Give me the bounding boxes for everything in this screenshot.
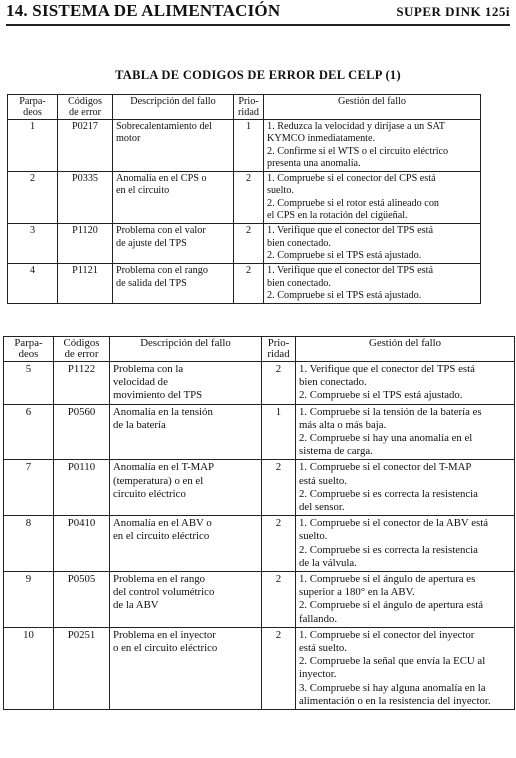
cell-prioridad: 2 bbox=[262, 627, 296, 709]
cell-gestion: 1. Compruebe si el ángulo de apertura es superior a 180° en la ABV. 2. Compruebe si el ángulo de apertura está fallando. bbox=[296, 572, 515, 628]
col-header-parpadeos: Parpa- deos bbox=[4, 337, 54, 362]
cell-prioridad: 2 bbox=[234, 172, 264, 224]
cell-prioridad: 2 bbox=[234, 224, 264, 264]
cell-codigo: P0110 bbox=[54, 460, 110, 516]
cell-gestion: 1. Compruebe si el conector del CPS está suelto. 2. Compruebe si el rotor está alineado con el CPS en la rotación del cigüeñal. bbox=[264, 172, 481, 224]
cell-descripcion: Problema con el valor de ajuste del TPS bbox=[113, 224, 234, 264]
section-title: 14. SISTEMA DE ALIMENTACIÓN bbox=[6, 1, 281, 20]
cell-parpadeos: 2 bbox=[8, 172, 58, 224]
cell-codigo: P0505 bbox=[54, 572, 110, 628]
cell-prioridad: 2 bbox=[262, 516, 296, 572]
col-header-gestion: Gestión del fallo bbox=[264, 95, 481, 120]
cell-codigo: P0410 bbox=[54, 516, 110, 572]
cell-parpadeos: 9 bbox=[4, 572, 54, 628]
cell-descripcion: Problema en el inyector o en el circuito eléctrico bbox=[110, 627, 262, 709]
table-row bbox=[4, 404, 515, 460]
col-header-descripcion: Descripción del fallo bbox=[113, 95, 234, 120]
cell-codigo: P0217 bbox=[58, 120, 113, 172]
col-header-codigos: Códigos de error bbox=[54, 337, 110, 362]
table-row bbox=[4, 572, 515, 628]
table-row bbox=[8, 120, 481, 172]
cell-gestion: 1. Compruebe si el conector de la ABV está suelto. 2. Compruebe si es correcta la resistencia de la válvula. bbox=[296, 516, 515, 572]
table-row bbox=[8, 172, 481, 224]
cell-prioridad: 2 bbox=[262, 572, 296, 628]
table-title: TABLA DE CODIGOS DE ERROR DEL CELP (1) bbox=[115, 68, 401, 82]
table-row bbox=[4, 362, 515, 405]
cell-gestion: 1. Compruebe si el conector del inyector está suelto. 2. Compruebe la señal que envía la ECU al inyector. 3. Compruebe si hay alguna anomalía en la alimentación o en la resistencia del inyector. bbox=[296, 627, 515, 709]
cell-parpadeos: 6 bbox=[4, 404, 54, 460]
cell-prioridad: 1 bbox=[262, 404, 296, 460]
page-header bbox=[6, 0, 510, 26]
cell-parpadeos: 1 bbox=[8, 120, 58, 172]
col-header-prioridad: Prio- ridad bbox=[262, 337, 296, 362]
error-code-table-1 bbox=[7, 94, 481, 304]
col-header-prioridad: Prio- ridad bbox=[234, 95, 264, 120]
cell-codigo: P1121 bbox=[58, 264, 113, 304]
cell-codigo: P0251 bbox=[54, 627, 110, 709]
table-row bbox=[8, 224, 481, 264]
table-row bbox=[4, 460, 515, 516]
cell-descripcion: Problema en el rango del control volumétrico de la ABV bbox=[110, 572, 262, 628]
table-row bbox=[4, 516, 515, 572]
col-header-parpadeos: Parpa- deos bbox=[8, 95, 58, 120]
cell-codigo: P1122 bbox=[54, 362, 110, 405]
error-code-table-2 bbox=[3, 336, 515, 710]
cell-descripcion: Anomalía en el CPS o en el circuito bbox=[113, 172, 234, 224]
cell-gestion: 1. Verifique que el conector del TPS está bien conectado. 2. Compruebe si el TPS está ajustado. bbox=[264, 224, 481, 264]
cell-parpadeos: 3 bbox=[8, 224, 58, 264]
table-header-row bbox=[8, 95, 481, 120]
cell-gestion: 1. Compruebe si el conector del T-MAP está suelto. 2. Compruebe si es correcta la resistencia del sensor. bbox=[296, 460, 515, 516]
cell-descripcion: Problema con el rango de salida del TPS bbox=[113, 264, 234, 304]
cell-descripcion: Problema con la velocidad de movimiento del TPS bbox=[110, 362, 262, 405]
cell-prioridad: 2 bbox=[262, 362, 296, 405]
cell-gestion: 1. Reduzca la velocidad y diríjase a un SAT KYMCO inmediatamente. 2. Confirme si el WTS o el circuito eléctrico presenta una anomalía. bbox=[264, 120, 481, 172]
cell-codigo: P0560 bbox=[54, 404, 110, 460]
cell-codigo: P1120 bbox=[58, 224, 113, 264]
cell-gestion: 1. Compruebe si la tensión de la batería es más alta o más baja. 2. Compruebe si hay una anomalía en el sistema de carga. bbox=[296, 404, 515, 460]
cell-parpadeos: 8 bbox=[4, 516, 54, 572]
table-header-row bbox=[4, 337, 515, 362]
table-row bbox=[8, 264, 481, 304]
table-2-body bbox=[4, 362, 515, 710]
table-1-body bbox=[8, 120, 481, 304]
cell-descripcion: Anomalía en el T-MAP (temperatura) o en el circuito eléctrico bbox=[110, 460, 262, 516]
col-header-gestion: Gestión del fallo bbox=[296, 337, 515, 362]
cell-parpadeos: 5 bbox=[4, 362, 54, 405]
cell-descripcion: Sobrecalentamiento del motor bbox=[113, 120, 234, 172]
cell-gestion: 1. Verifique que el conector del TPS está bien conectado. 2. Compruebe si el TPS está ajustado. bbox=[296, 362, 515, 405]
cell-prioridad: 2 bbox=[262, 460, 296, 516]
cell-prioridad: 1 bbox=[234, 120, 264, 172]
cell-gestion: 1. Verifique que el conector del TPS está bien conectado. 2. Compruebe si el TPS está ajustado. bbox=[264, 264, 481, 304]
model-name: SUPER DINK 125i bbox=[396, 4, 510, 19]
cell-parpadeos: 7 bbox=[4, 460, 54, 516]
table-row bbox=[4, 627, 515, 709]
cell-descripcion: Anomalía en la tensión de la batería bbox=[110, 404, 262, 460]
col-header-descripcion: Descripción del fallo bbox=[110, 337, 262, 362]
cell-parpadeos: 10 bbox=[4, 627, 54, 709]
cell-prioridad: 2 bbox=[234, 264, 264, 304]
cell-parpadeos: 4 bbox=[8, 264, 58, 304]
cell-codigo: P0335 bbox=[58, 172, 113, 224]
col-header-codigos: Códigos de error bbox=[58, 95, 113, 120]
cell-descripcion: Anomalía en el ABV o en el circuito eléctrico bbox=[110, 516, 262, 572]
